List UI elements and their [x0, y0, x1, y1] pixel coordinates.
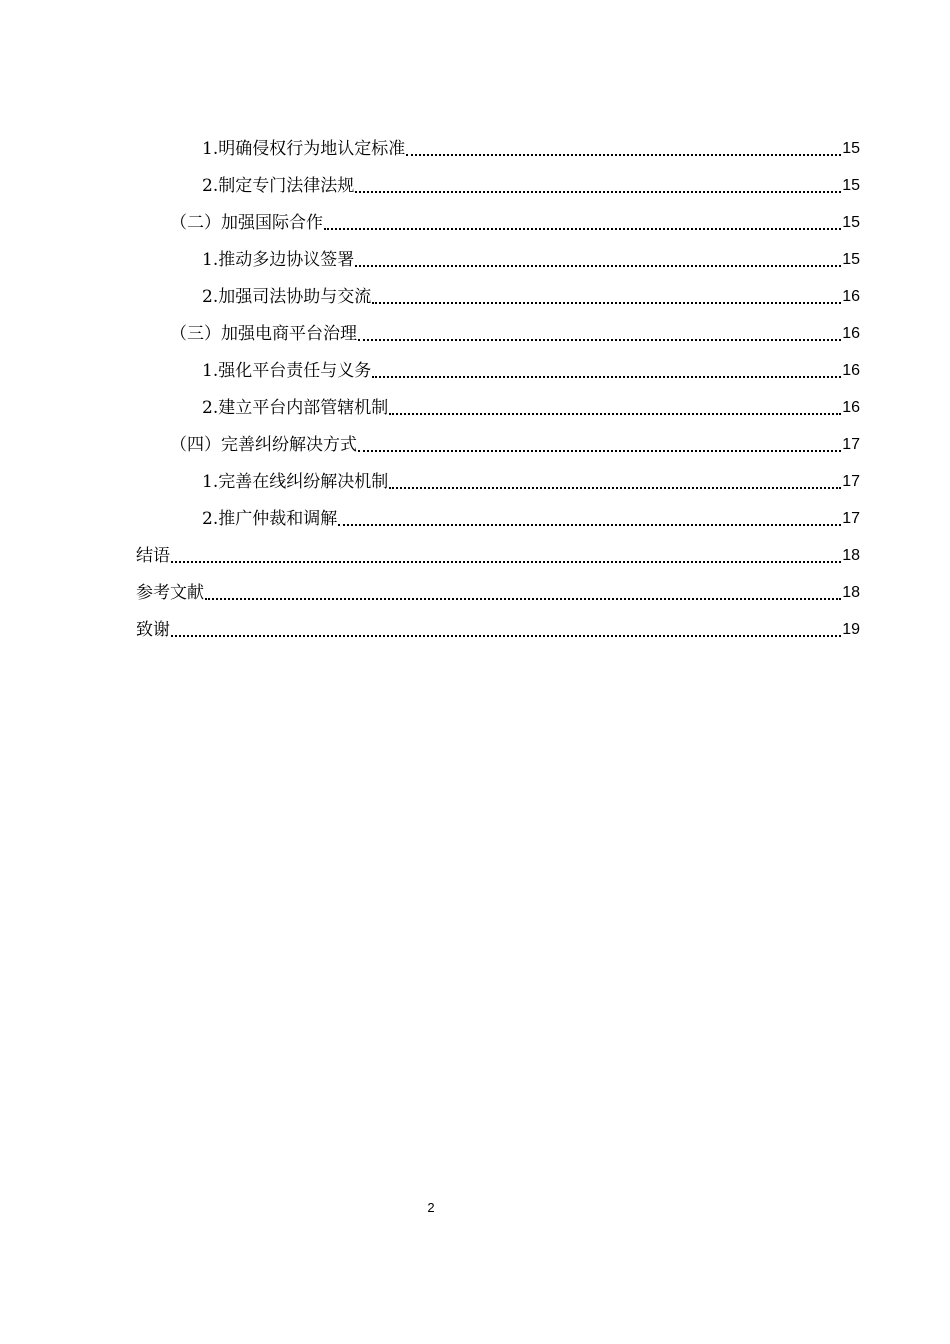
- toc-entry-platform-responsibility[interactable]: [202, 352, 860, 389]
- toc-leader-dots: [389, 397, 841, 419]
- toc-entry-page: 15: [842, 250, 860, 268]
- toc-leader-dots: [358, 434, 841, 456]
- toc-entry-page: 18: [842, 546, 860, 564]
- toc-entry-judicial-assistance[interactable]: [202, 278, 860, 315]
- toc-entry-title: 2.建立平台内部管辖机制: [202, 397, 389, 418]
- toc-entry-international-cooperation[interactable]: [170, 204, 860, 241]
- toc-entry-page: 16: [842, 324, 860, 342]
- toc-entry-title: 2.加强司法协助与交流: [202, 286, 372, 307]
- toc-entry-title: 参考文献: [136, 582, 204, 603]
- toc-leader-dots: [389, 471, 841, 493]
- toc-entry-title: （二）加强国际合作: [170, 212, 323, 233]
- toc-entry-title: 1.明确侵权行为地认定标准: [202, 138, 406, 159]
- toc-entry-title: （四）完善纠纷解决方式: [170, 434, 357, 455]
- toc-entry-dispute-resolution[interactable]: [170, 426, 860, 463]
- toc-entry-page: 17: [842, 435, 860, 453]
- toc-entry-acknowledgements[interactable]: [136, 611, 860, 648]
- toc-entry-page: 16: [842, 398, 860, 416]
- toc-entry-multilateral-agreements[interactable]: [202, 241, 860, 278]
- toc-entry-title: 2.推广仲裁和调解: [202, 508, 338, 529]
- toc-entry-online-dispute-resolution[interactable]: [202, 463, 860, 500]
- toc-leader-dots: [205, 582, 841, 604]
- toc-entry-page: 17: [842, 472, 860, 490]
- toc-entry-arbitration-mediation[interactable]: [202, 500, 860, 537]
- toc-entry-conclusion[interactable]: [136, 537, 860, 574]
- toc-entry-title: 1.推动多边协议签署: [202, 249, 355, 270]
- toc-entry-title: 1.强化平台责任与义务: [202, 360, 372, 381]
- toc-entry-title: 2.制定专门法律法规: [202, 175, 355, 196]
- toc-entry-references[interactable]: [136, 574, 860, 611]
- toc-entry-page: 16: [842, 361, 860, 379]
- toc-entry-page: 17: [842, 509, 860, 527]
- toc-entry-page: 15: [842, 139, 860, 157]
- toc-leader-dots: [355, 175, 841, 197]
- toc-leader-dots: [355, 249, 841, 271]
- toc-leader-dots: [338, 508, 841, 530]
- toc-leader-dots: [171, 545, 841, 567]
- toc-entry-page: 15: [842, 176, 860, 194]
- toc-entry-internal-jurisdiction[interactable]: [202, 389, 860, 426]
- toc-leader-dots: [171, 619, 841, 641]
- toc-leader-dots: [358, 323, 841, 345]
- toc-entry-page: 19: [842, 620, 860, 638]
- toc-entry-special-laws[interactable]: [202, 167, 860, 204]
- toc-entry-title: 致谢: [136, 619, 170, 640]
- toc-leader-dots: [372, 286, 841, 308]
- toc-entry-page: 18: [842, 583, 860, 601]
- toc-entry-page: 16: [842, 287, 860, 305]
- toc-entry-platform-governance[interactable]: [170, 315, 860, 352]
- toc-leader-dots: [406, 138, 841, 160]
- toc-leader-dots: [324, 212, 841, 234]
- toc-entry-title: 1.完善在线纠纷解决机制: [202, 471, 389, 492]
- footer-page-number: 2: [427, 1200, 435, 1215]
- toc-entry-infringement-location-standard[interactable]: [202, 130, 860, 167]
- toc-entry-page: 15: [842, 213, 860, 231]
- toc-entry-title: （三）加强电商平台治理: [170, 323, 357, 344]
- toc-entry-title: 结语: [136, 545, 170, 566]
- toc-leader-dots: [372, 360, 841, 382]
